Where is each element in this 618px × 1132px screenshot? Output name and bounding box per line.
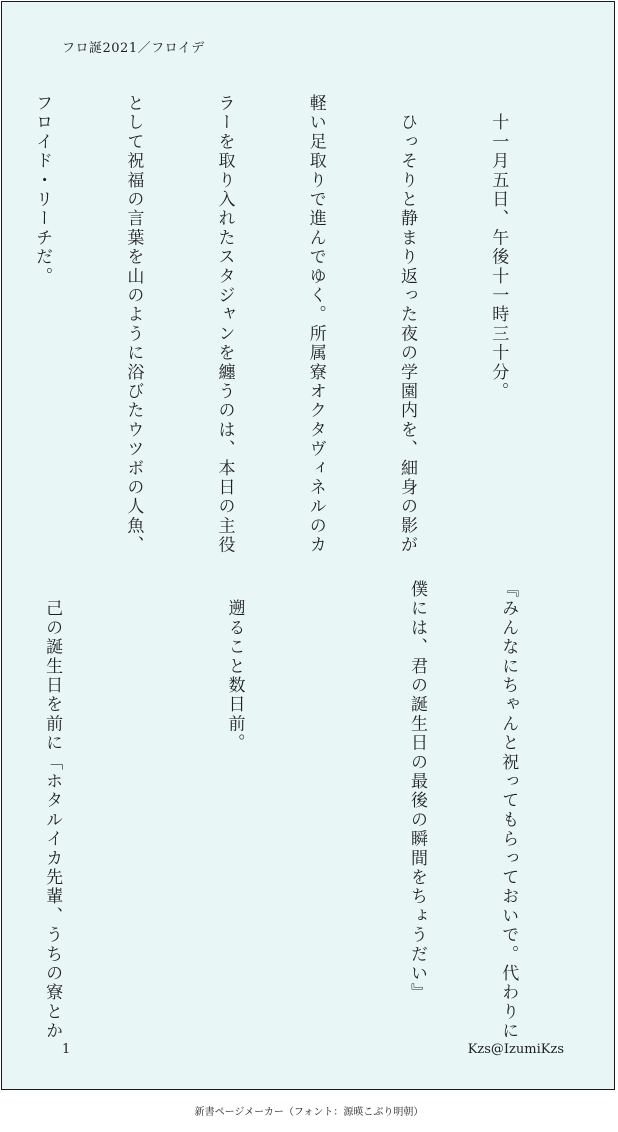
lower-text-block <box>42 580 584 1041</box>
author-handle: Kzs@IzumiKzs <box>467 1042 564 1057</box>
text-line: として祝福の言葉を山のように浴びたウツボの人魚、 <box>123 94 144 555</box>
blank-line <box>128 580 158 980</box>
footer-caption: 新書ページメーカー（フォント：源暎こぶり明朝） <box>194 1107 424 1118</box>
text-line: ラーを取り入れたスタジャンを纏うのは、本日の主役 <box>214 94 235 555</box>
text-line: ひっそりと静まり返った夜の学園内を、細身の影が <box>396 94 417 555</box>
dialogue-line: 『みんなにちゃんと祝ってもらっておいで。代わりに <box>498 580 519 1041</box>
page-number: 1 <box>62 1042 71 1057</box>
text-line: 十一月五日、午後十一時三十分。 <box>488 94 509 402</box>
text-line: フロイド・リーチだ。 <box>32 94 53 286</box>
text-line: 遡ること数日前。 <box>224 580 245 753</box>
text-line: 己の誕生日を前に「ホタルイカ先輩、うちの寮とか <box>42 580 63 1041</box>
blank-line <box>310 580 340 980</box>
text-line: 軽い足取りで進んでゆく。所属寮オクタヴィネルのカ <box>305 94 326 555</box>
upper-text-block <box>32 94 574 555</box>
manuscript-page <box>1 1 615 1090</box>
dialogue-line: 僕には、君の誕生日の最後の瞬間をちょうだい』 <box>406 580 427 1003</box>
header-title: フロ誕2021／フロイデ <box>62 41 205 56</box>
